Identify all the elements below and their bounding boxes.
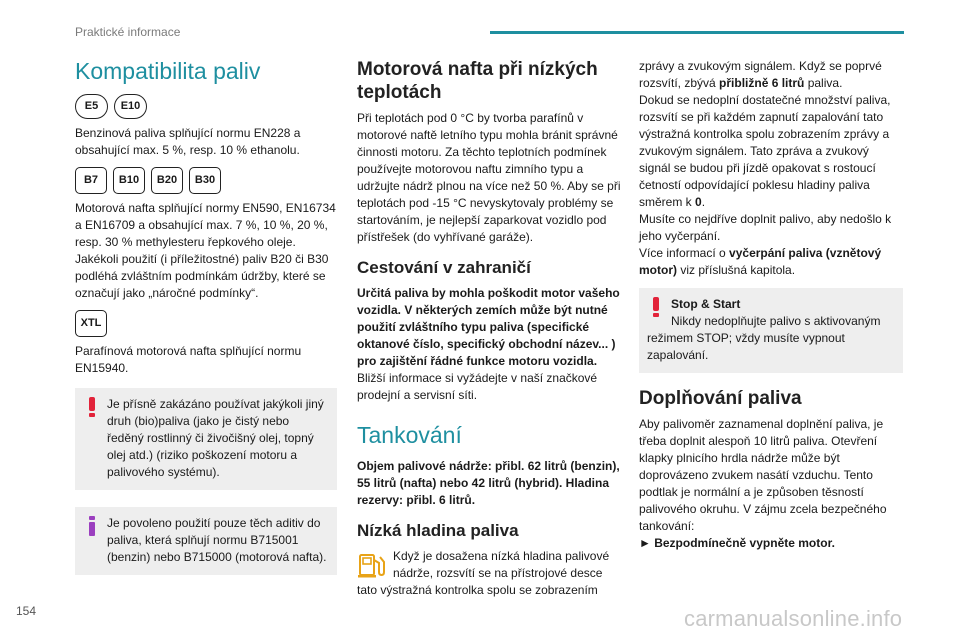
- title-abroad: Cestování v zahraničí: [357, 258, 531, 277]
- text-xtl: Parafínová motorová nafta splňující normu EN15940.: [75, 344, 302, 375]
- warning-text: Je přísně zakázáno používat jakýkoli jiný druh (bio)paliva (jako je čistý nebo ředěný rostlinný či živočišný olej, topný olej atd.) (riziko poškození motoru a palivového systému).: [107, 397, 324, 479]
- warning-exclamation-icon: [85, 396, 99, 418]
- text-zero: 0: [695, 195, 702, 209]
- badge-b7: B7: [75, 167, 107, 194]
- badge-b30: B30: [189, 167, 221, 194]
- link-fuel-exhaustion[interactable]: vyčerpání paliva (vznětový motor): [639, 246, 882, 277]
- text-refilling: Aby palivoměr zaznamenal doplnění paliva, je třeba doplnit alespoň 10 litrů paliva. Otevření klapky plnicího hrdla nádrže může být doprovázeno zvukem nasátí vzduchu. Tento podtlak je normální a je způsoben těsností palivového okruhu. V zájmu zcela bezpečného tankování:: [639, 417, 887, 533]
- watermark: carmanualsonline.info: [684, 606, 903, 631]
- text-low-fuel: Když je dosažena nízká hladina palivové nádrže, rozsvítí se na přístrojové desce tato výstražná kontrolka spolu se zobrazením: [357, 549, 610, 597]
- title-refuelling: Tankování: [357, 422, 462, 448]
- fuel-pump-icon: [357, 550, 387, 580]
- badges-diesel: [75, 167, 337, 194]
- info-text: Je povoleno použití pouze těch aditiv do paliva, která splňují normu B715001 (benzin) nebo B715000 (motorová nafta).: [107, 516, 327, 564]
- title-low-fuel: Nízká hladina paliva: [357, 521, 519, 540]
- title-cold-diesel: Motorová nafta při nízkých teplotách: [357, 59, 598, 103]
- badges-xtl: [75, 310, 337, 337]
- text-tank-capacity: Objem palivové nádrže: přibl. 62 litrů (benzin), 55 litrů (nafta) nebo 42 litrů (hybrid). Hladina rezervy: přibl. 6 litrů.: [357, 459, 620, 507]
- badge-b20: B20: [151, 167, 183, 194]
- text-approx-6l: přibližně 6 litrů: [719, 76, 805, 90]
- text-segment: Dokud se nedoplní dostatečné množství paliva, rozsvítí se při každém zapnutí zapalování tato výstražná kontrolka spolu zobrazením zprávy a zvukovým signálem. Tato zpráva a zvukový signál se budou při jízdě opakovat s rostoucí četností odpovídající poklesu hladiny paliva směrem k: [639, 93, 891, 209]
- badge-e5: E5: [75, 94, 108, 119]
- text-abroad-bold: Určitá paliva by mohla poškodit motor vašeho vozidla. V některých zemích může být nutné použití zvláštního typu paliva (specifické oktanové číslo, specifický obchodní název... ) pro zajištění řádné funkce motoru vozidla.: [357, 286, 620, 368]
- header-accent-bar: [490, 31, 904, 34]
- column-3: [639, 54, 903, 552]
- text-petrol: Benzinová paliva splňující normu EN228 a obsahující max. 5 %, resp. 10 % ethanolu.: [75, 126, 301, 157]
- text-segment: paliva.: [804, 76, 843, 90]
- text-segment: .: [701, 195, 706, 209]
- badge-xtl: XTL: [75, 310, 107, 337]
- stop-start-title: Stop & Start: [671, 297, 741, 311]
- stop-start-text: [647, 313, 895, 364]
- text-segment: zprávy a zvukovým signálem. Když se poprvé rozsvítí, zbývá: [639, 59, 882, 90]
- badge-e10: E10: [114, 94, 147, 119]
- text-diesel: Motorová nafta splňující normy EN590, EN16734 a EN16709 a obsahující max. 7 %, 10 %, 20 %, resp. 30 % methylesteru řepkového oleje. Jakékoli použití (i příležitostné) paliv B20 či B30 podléhá zvláštním podmínkám údržby, které se označují jako „náročné podmínky“.: [75, 201, 336, 300]
- section-header: Praktické informace: [75, 25, 181, 39]
- title-fuel-compatibility: Kompatibilita paliv: [75, 58, 261, 84]
- column-1: [75, 54, 337, 575]
- badge-b10: B10: [113, 167, 145, 194]
- badges-ethanol: [75, 94, 337, 119]
- text-segment: Více informací o: [639, 246, 730, 260]
- text-switch-off-engine: ► Bezpodmínečně vypněte motor.: [639, 536, 835, 550]
- info-note: [75, 507, 337, 575]
- text-cold-diesel: Při teplotách pod 0 °C by tvorba parafínů v motorové naftě letního typu mohla bránit správné činnosti motoru. Za těchto teplotních podmínek používejte motorovou naftu zimního typu a udržujte nádrž plnou na více než 50 %. Aby se při teplotách pod -15 °C nevyskytovaly problémy se startováním, je nejlepší zaparkovat vozidlo pod přístřešek (do vyhřívané garáže).: [357, 111, 621, 244]
- info-icon: [85, 515, 99, 537]
- text-segment: Nikdy nedoplňujte palivo s aktivovaným režimem STOP; vždy musíte vypnout zapalování.: [647, 314, 881, 362]
- stop-start-note: [639, 288, 903, 373]
- text-more-info: [639, 245, 903, 279]
- text-refill-asap: Musíte co nejdříve doplnit palivo, aby nedošlo k jeho vyčerpání.: [639, 212, 892, 243]
- title-refilling: Doplňování paliva: [639, 388, 802, 409]
- text-segment: viz příslušná kapitola.: [677, 263, 796, 277]
- text-abroad: Bližší informace si vyžádejte v naší značkové prodejní a servisní síti.: [357, 371, 598, 402]
- low-fuel-block: [357, 548, 621, 599]
- warning-note: [75, 388, 337, 490]
- text-repeat-warning: [639, 92, 903, 211]
- warning-exclamation-icon: [649, 296, 663, 318]
- text-low-fuel-cont: [639, 58, 903, 92]
- page-number: 154: [16, 604, 37, 618]
- column-2: [357, 54, 621, 599]
